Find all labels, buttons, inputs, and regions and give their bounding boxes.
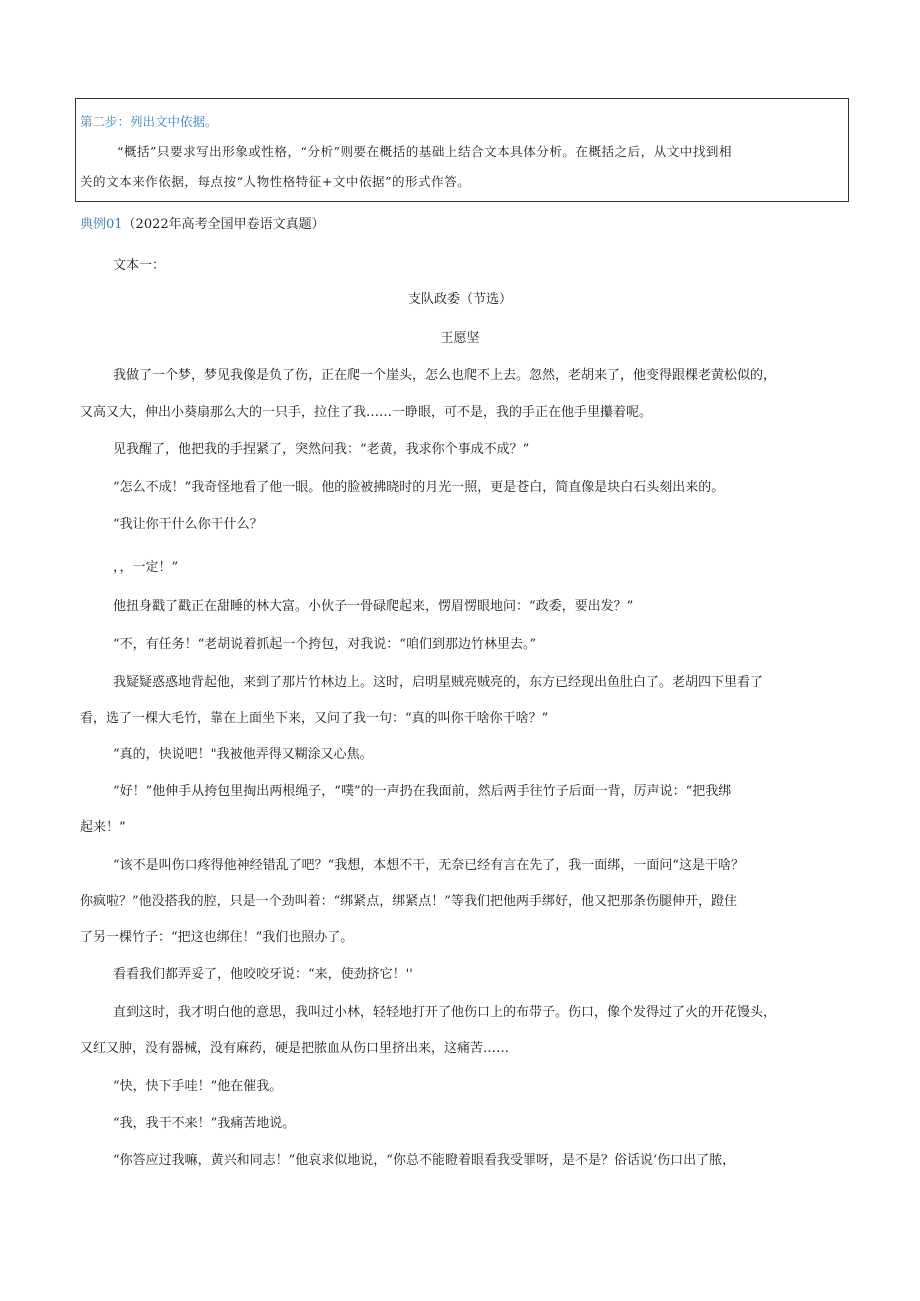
body-line: “快，快下手哇！”他在催我。 (113, 1079, 283, 1094)
body-line: 直到这时，我才明白他的意思，我叫过小林，轻轻地打开了他伤口上的布带子。伤口，像个发得过了火的开花馒头， (113, 1005, 777, 1020)
body-line: 我做了一个梦，梦见我像是负了伤，正在爬一个崖头，怎么也爬不上去。忽然，老胡来了，他变得跟棵老黄松似的， (113, 368, 777, 383)
example-source: （2022年高考全国甲卷语文真题） (122, 217, 325, 232)
tip-paragraph-line-2: 关的文本来作依据，每点按“人物性格特征+文中依据”的形式作答。 (80, 174, 471, 189)
body-line: ，，一定！” (113, 560, 179, 575)
body-line: 看看我们都弄妥了，他咬咬牙说：“来，使劲挤它！'' (113, 967, 413, 982)
body-line: 我疑疑惑惑地背起他，来到了那片竹林边上。这时，启明星贼亮贼亮的，东方已经现出鱼肚白了。老胡四下里看了 (113, 675, 764, 690)
body-line: 了另一棵竹子：“把这也绑住！”我们也照办了。 (80, 930, 354, 945)
story-author: 王愿坚 (440, 331, 480, 346)
body-line: “我让你干什么你干什么？ (113, 517, 263, 532)
body-line: “你答应过我嘛，黄兴和同志！”他哀求似地说，“你总不能瞪着眼看我受罪呀，是不是？俗话说‘伤口出了脓， (113, 1153, 736, 1168)
body-line: “该不是叫伤口疼得他神经错乱了吧？“我想，本想不干，无奈已经有言在先了，我一面绑，一面问“这是干啥？ (113, 858, 744, 873)
text-label: 文本一： (113, 258, 166, 273)
example-tag: 典例01 (80, 217, 123, 232)
body-line: 看，选了一棵大毛竹，靠在上面坐下来，又问了我一句：“真的叫你干啥你干啥？” (80, 711, 549, 726)
body-line: 又高又大，伸出小葵扇那么大的一只手，拉住了我……一睁眼，可不是，我的手正在他手里攥着呢。 (80, 405, 653, 420)
story-title: 支队政委（节选） (407, 292, 512, 307)
body-line: “我，我干不来！”我痛苦地说。 (113, 1116, 296, 1131)
body-line: 你疯啦？”他没搭我的腔，只是一个劲叫着：“绑紧点，绑紧点！”等我们把他两手绑好，他又把那条伤腿伸开，蹬住 (80, 894, 737, 909)
body-line: 见我醒了，他把我的手捏紧了，突然问我：“老黄，我求你个事成不成？” (113, 442, 530, 457)
body-line: “真的，快说吧！"我被他弄得又糊涂又心焦。 (113, 747, 373, 762)
body-line: “怎么不成！”我奇怪地看了他一眼。他的脸被拂晓时的月光一照，更是苍白，简直像是块白石头刻出来的。 (113, 480, 725, 495)
example-heading (80, 214, 325, 236)
method-tip-box (75, 98, 849, 202)
body-line: 他扭身戳了戳正在甜睡的林大富。小伙子一骨碌爬起来，愣眉愣眼地问：“政委，要出发？” (113, 599, 634, 614)
body-line: “不，有任务！“老胡说着抓起一个挎包，对我说：“咱们到那边竹林里去。” (113, 637, 537, 652)
body-line: 又红又肿，没有器械，没有麻药，硬是把脓血从伤口里挤出来，这痛苦…… (80, 1041, 510, 1056)
step-heading: 第二步：列出文中依据。 (80, 114, 218, 129)
body-line: “好！”他伸手从挎包里掏出两根绳子，“噗”的一声扔在我面前，然后两手往竹子后面一背，厉声说：“把我绑 (113, 784, 732, 799)
body-line: 起来！” (80, 820, 126, 835)
tip-paragraph-line-1: “概括”只要求写出形象或性格，“分析”则要在概括的基础上结合文本具体分析。在概括之后，从文中找到相 (117, 144, 733, 159)
